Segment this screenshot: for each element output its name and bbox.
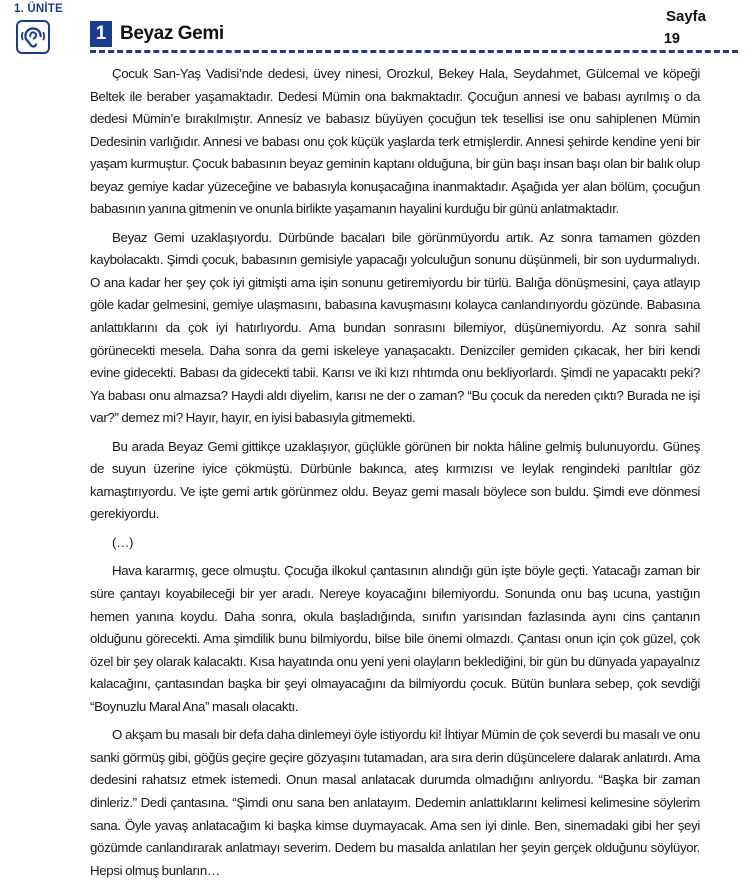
page-label: Sayfa [665,8,706,25]
page-number: 19 [663,31,680,47]
unit-label: 1. ÜNİTE [14,3,63,15]
paragraph-school-bag: Hava kararmış, gece olmuştu. Çocuğa ilkokul çantasının alındığı gün işte böyle geçti. Yatacağı zaman bir süre çantayı koyabileceği bir yer aradı. Nereye koyacağını bilemiyordu. Sonunda onu baş ucuna, yastığın hemen yanına koydu. Daha sonra, okula başladığında, sınıfın yarısından fazlasında aynı cins çantanın olduğunu görecekti. Ama şimdilik bunu bilmiyordu, bilse bile önemi olmazdı. Çantası onun için çok güzel, çok özel bir şey olarak kalacaktı. Kısa hayatında onu yeni yeni olayların beklediğini, bir gün bu dünyada yapayalnız kalacağını, çantasından başka bir şeyi olmayacağını da bilmiyordu çocuk. Bütün bunlara sebep, çok sevdiği “Boynuzlu Maral Ana” masalı olacaktı. [90,563,700,714]
story-text [90,63,700,882]
paragraph-ship-leaving: Beyaz Gemi uzaklaşıyordu. Dürbünde bacaları bile görünmüyordu artık. Az sonra tamamen gözden kaybolacaktı. Şimdi çocuk, babasının gemisiyle yapacağı yolculuğun sonunu düşünmeli, bir son uydurmalıydı. O ana kadar her şey çok iyi gitmişti ama işin sonunu getiremiyordu bir türlü. Balığa dönüşmesini, çaya atlayıp göle kadar gelmesini, gemiye ulaşmasını, babasına kavuşmasını kolayca canlandırıyordu gözünde. Babasına anlattıklarını da çok iyi hatırlıyordu. Ama bundan sonrasını bilemiyor, düşünemiyordu. Az sonra sahil görünecekti mesela. Daha sonra da gemi iskeleye yanaşacaktı. Denizciler gemiden çıkacak, her biri kendi evine gidecekti. Babası da gidecekti tabii. Karısı ve iki kızı rıhtımda onu bekliyorlardı. Şimdi ne yapacaktı peki? Ya babası onu almazsa? Haydi aldı diyelim, karısı ne der o zaman? “Bu çocuk da nereden çıktı? Burada ne işi var?” demez mi? Hayır, hayır, en iyisi babasıyla gitmemekti. [90,229,700,426]
paragraph-ship-vanishes: Bu arada Beyaz Gemi gittikçe uzaklaşıyor, güçlükle görünen bir nokta hâline gelmiş bulunuyordu. Güneş de suyun üzerine iyice çökmüştü. Dürbünle bakınca, ateş kırmızısı ve leylak rengindeki parıltılar göz kamaştırıyordu. Ve işte gemi artık görünmez oldu. Beyaz gemi masalı böylece son buldu. Şimdi eve dönmesi gerekiyordu. [90,438,700,522]
lesson-title: Beyaz Gemi [120,23,224,44]
paragraph-intro: Çocuk San-Yaş Vadisi’nde dedesi, üvey ninesi, Orozkul, Bekey Hala, Seydahmet, Gülcemal ve köpeği Beltek ile beraber yaşamaktadır. Dedesi Mümin ona bakmaktadır. Çocuğun annesi ve babası ayrılmış o da dedesi Mümin’e bırakılmıştır. Annesiz ve babasız büyüyen çocuğun tek tesellisi ise onu sahiplenen Mümin Dedesinin varlığıdır. Annesi ve babası onu çok küçük yaşlarda terk etmişlerdir. Annesi şehirde kendine yeni bir yaşam kurmuştur. Çocuk babasının beyaz geminin kaptanı olduğuna, bir gün başı insan başı olan bir balık olup beyaz gemiye kadar yüzeceğine ve babasıyla konuşacağına inanmaktadır. Aşağıda yer alan bölüm, çocuğun babasının yanına gitmenin ve onunla birlikte yaşamanın hayalini kurduğu bir günü anlatmaktadır. [90,66,700,217]
lesson-number-badge: 1 [90,21,112,47]
paragraph-maral-ana-tale: O akşam bu masalı bir defa daha dinlemeyi öyle istiyordu ki! İhtiyar Mümin de çok severdi bu masalı ve onu sanki görmüş gibi, göğüs geçire geçire gözyaşını tutamadan, ara sıra derin düşüncelere dalarak anlatırdı. Ama dedesini rahatsız etmek istemedi. Onun masal anlatacak durumda olmadığını anlıyordu. “Başka bir zaman dinleriz.” Dedi çantasına. “Şimdi onu sana ben anlatayım. Dedemin anlattıklarını kelimesi kelimesine söylerim sana. Öyle yavaş anlatacağım ki başka kimse duymayacak. Ama sen iyi dinle. Ben, sinemadaki gibi her şeyi gözümde canlandırarak anlatmayı severim. Dedem bu masalda anlatılan her şeyin gerçek olduğunu söylüyor. Hepsi olmuş bunların… [90,727,700,878]
listening-ear-icon [16,20,50,54]
omission-marker: (…) [112,534,134,550]
header-divider [90,50,738,53]
